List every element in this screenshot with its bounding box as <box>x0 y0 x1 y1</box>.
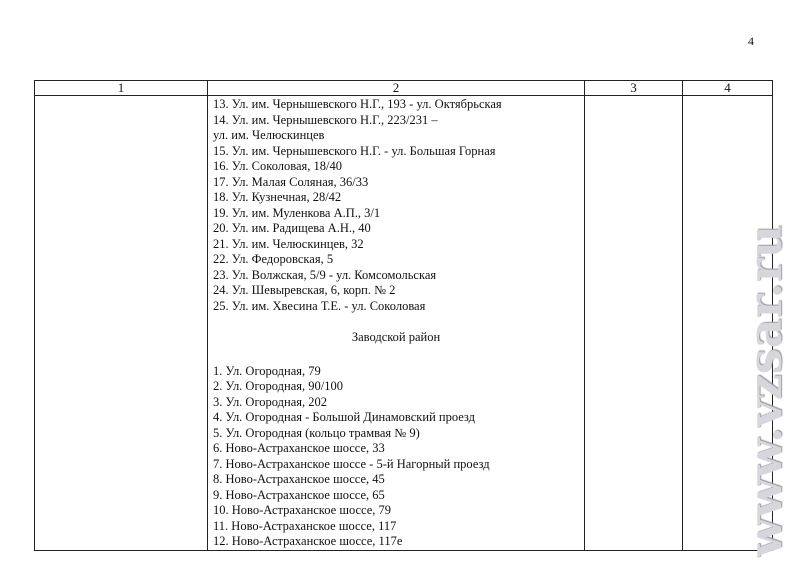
table-header-row <box>35 81 773 96</box>
list-item: 25. Ул. им. Хвесина Т.Е. - ул. Соколовая <box>213 298 426 313</box>
list-item: 8. Ново-Астраханское шоссе, 45 <box>213 472 385 486</box>
column-header-4: 4 <box>683 81 773 96</box>
list-item: 7. Ново-Астраханское шоссе - 5-й Нагорный проезд <box>213 456 490 471</box>
list-item: 9. Ново-Астраханское шоссе, 65 <box>213 487 385 502</box>
list-item: 12. Ново-Астраханское шоссе, 117е <box>213 534 403 548</box>
list-item: 22. Ул. Федоровская, 5 <box>213 252 334 266</box>
watermark <box>738 224 793 558</box>
list-item: 19. Ул. им. Муленкова А.П., 3/1 <box>213 205 381 220</box>
list-item: 6. Ново-Астраханское шоссе, 33 <box>213 441 385 455</box>
column-header-3: 3 <box>585 81 683 96</box>
list-item: 21. Ул. им. Челюскинцев, 32 <box>213 236 364 251</box>
empty-cell-col3 <box>585 96 683 551</box>
list-item: 15. Ул. им. Чернышевского Н.Г. - ул. Большая Горная <box>213 143 496 158</box>
column-header-1: 1 <box>35 81 208 96</box>
list-item: 3. Ул. Огородная, 202 <box>213 394 328 409</box>
list-item: 5. Ул. Огородная (кольцо трамвая № 9) <box>213 425 420 440</box>
list-item: 20. Ул. им. Радищева А.Н., 40 <box>213 221 371 235</box>
list-item: 1. Ул. Огородная, 79 <box>213 363 321 378</box>
page-number: 4 <box>748 34 754 48</box>
column-header-2: 2 <box>208 81 585 96</box>
list-item: 2. Ул. Огородная, 90/100 <box>213 379 343 393</box>
table-row <box>35 96 773 551</box>
empty-cell-col1 <box>35 96 208 551</box>
list-item: ул. им. Челюскинцев <box>213 128 325 142</box>
list-item: 14. Ул. им. Чернышевского Н.Г., 223/231 – <box>213 112 438 127</box>
list-item: 11. Ново-Астраханское шоссе, 117 <box>213 518 397 533</box>
list-item: 17. Ул. Малая Соляная, 36/33 <box>213 174 369 189</box>
district-heading: Заводской район <box>351 330 441 344</box>
list-item: 24. Ул. Шевыревская, 6, корп. № 2 <box>213 283 396 297</box>
list-item: 16. Ул. Соколовая, 18/40 <box>213 159 343 173</box>
list-item: 10. Ново-Астраханское шоссе, 79 <box>213 503 392 517</box>
list-item: 13. Ул. им. Чернышевского Н.Г., 193 - ул. Октябрьская <box>213 97 502 111</box>
list-item: 23. Ул. Волжская, 5/9 - ул. Комсомольская <box>213 267 437 282</box>
document-table <box>34 80 773 551</box>
list-item: 4. Ул. Огородная - Большой Динамовский проезд <box>213 410 475 424</box>
list-item: 18. Ул. Кузнечная, 28/42 <box>213 190 342 204</box>
address-list-cell <box>208 96 585 551</box>
watermark-text: www.vzsar.ru <box>738 224 793 558</box>
